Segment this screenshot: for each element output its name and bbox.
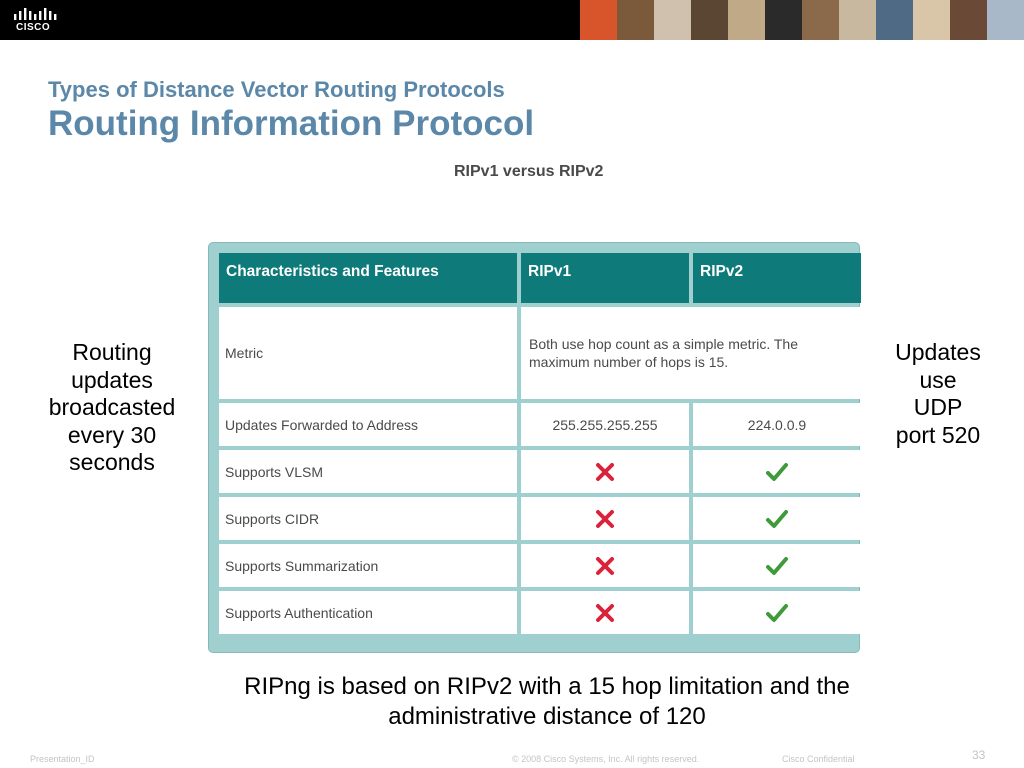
header-characteristics: Characteristics and Features xyxy=(219,253,517,303)
left-note-line: broadcasted xyxy=(48,394,176,420)
cisco-logo xyxy=(12,6,64,34)
ripv2-address: 224.0.0.9 xyxy=(693,403,861,446)
banner-photo xyxy=(839,0,876,40)
feature-label: Supports Summarization xyxy=(219,544,517,587)
footer-confidential: Cisco Confidential xyxy=(782,754,855,764)
banner-photo xyxy=(654,0,691,40)
cisco-logo-text: CISCO xyxy=(16,22,51,33)
header-ripv2: RIPv2 xyxy=(693,253,861,303)
right-note-line: use xyxy=(919,366,957,393)
x-icon xyxy=(593,601,617,625)
ripv2-support-cell xyxy=(693,591,861,634)
feature-label: Supports CIDR xyxy=(219,497,517,540)
page-number: 33 xyxy=(972,748,986,762)
left-note-line: Routing xyxy=(72,339,152,365)
ripv2-support-cell xyxy=(693,450,861,493)
header-ripv1: RIPv1 xyxy=(521,253,689,303)
slide-kicker: Types of Distance Vector Routing Protocols xyxy=(48,77,505,102)
banner-photo xyxy=(913,0,950,40)
check-icon xyxy=(765,507,789,531)
banner-photo xyxy=(728,0,765,40)
ripv2-support-cell xyxy=(693,497,861,540)
x-icon xyxy=(593,460,617,484)
feature-label: Supports Authentication xyxy=(219,591,517,634)
slide-title: Routing Information Protocol xyxy=(48,104,535,143)
metric-text-line: Both use hop count as a simple metric. The xyxy=(529,336,798,352)
ripv1-support-cell xyxy=(521,450,689,493)
ripv1-support-cell xyxy=(521,497,689,540)
left-note-line: updates xyxy=(71,366,153,393)
banner-photo xyxy=(617,0,654,40)
cisco-bars-icon xyxy=(14,8,62,20)
bottom-note xyxy=(150,672,944,732)
left-note-line: every 30 xyxy=(67,421,157,448)
right-side-note xyxy=(884,339,992,449)
footer-copyright: © 2008 Cisco Systems, Inc. All rights reserved. xyxy=(512,754,700,764)
table-row xyxy=(219,591,861,634)
right-note-line: Updates xyxy=(895,339,981,365)
photo-strip xyxy=(580,0,1024,40)
banner-photo xyxy=(691,0,728,40)
right-note-line: port 520 xyxy=(895,421,981,448)
check-icon xyxy=(765,601,789,625)
metric-label: Metric xyxy=(219,307,517,399)
table-row-metric xyxy=(219,307,861,399)
left-note-line: seconds xyxy=(69,449,155,475)
table-row xyxy=(219,497,861,540)
banner-photo xyxy=(765,0,802,40)
comparison-table-frame xyxy=(208,242,860,653)
x-icon xyxy=(593,554,617,578)
ripv1-support-cell xyxy=(521,591,689,634)
table-caption: RIPv1 versus RIPv2 xyxy=(454,163,604,180)
ripv2-support-cell xyxy=(693,544,861,587)
banner-photo xyxy=(950,0,987,40)
footer-presentation-id: Presentation_ID xyxy=(30,754,95,764)
banner-photo xyxy=(802,0,839,40)
ripv1-support-cell xyxy=(521,544,689,587)
x-icon xyxy=(593,507,617,531)
metric-description xyxy=(521,307,861,399)
left-side-note xyxy=(36,339,188,477)
bottom-note-line: administrative distance of 120 xyxy=(388,703,706,730)
check-icon xyxy=(765,460,789,484)
table-header-row xyxy=(219,253,861,303)
ripv1-address: 255.255.255.255 xyxy=(521,403,689,446)
feature-label: Supports VLSM xyxy=(219,450,517,493)
banner-photo xyxy=(876,0,913,40)
check-icon xyxy=(765,554,789,578)
table-row xyxy=(219,450,861,493)
banner-photo xyxy=(580,0,617,40)
table-row xyxy=(219,544,861,587)
table-row-address xyxy=(219,403,861,446)
banner-photo xyxy=(987,0,1024,40)
metric-text-line: maximum number of hops is 15. xyxy=(529,354,729,370)
address-label: Updates Forwarded to Address xyxy=(219,403,517,446)
right-note-line: UDP xyxy=(913,394,963,420)
bottom-note-line: RIPng is based on RIPv2 with a 15 hop limitation and the xyxy=(244,673,850,700)
comparison-table xyxy=(215,249,865,638)
top-banner xyxy=(0,0,1024,40)
